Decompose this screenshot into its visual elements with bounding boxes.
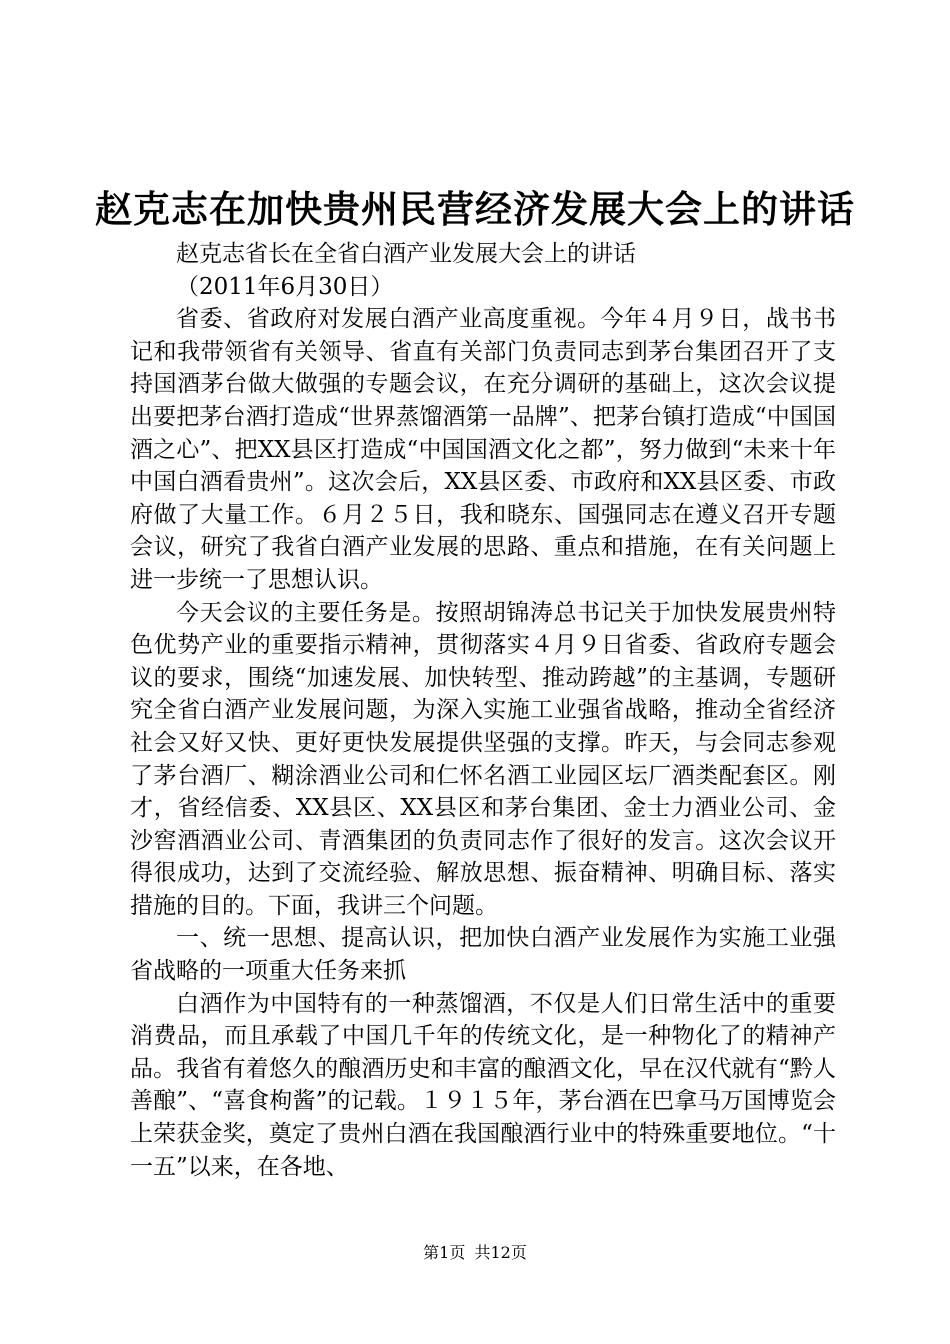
page-total: 共12页 [474, 1243, 527, 1262]
date-line: （2011年6月30日） [176, 273, 394, 300]
body-paragraph: 白酒作为中国特有的一种蒸馏酒，不仅是人们日常生活中的重要消费品，而且承载了中国几千年的传统文化，是一种物化了的精神产品。我省有着悠久的酿酒历史和丰富的酿酒文化，早在汉代就有“黔人善酿”、“喜食枸酱”的记载。１９１５年，茅台酒在巴拿马万国博览会上荣获金奖，奠定了贵州白酒在我国酿酒行业中的特殊重要地位。“十一五”以来，在各地、 [130, 990, 836, 1180]
body-paragraph: 省委、省政府对发展白酒产业高度重视。今年４月９日，战书书记和我带领省有关领导、省直有关部门负责同志到茅台集团召开了支持国酒茅台做大做强的专题会议，在充分调研的基础上，这次会议提出要把茅台酒打造成“世界蒸馏酒第一品牌”、把茅台镇打造成“中国国酒之心”、把XX县区打造成“中国国酒文化之都”，努力做到“未来十年中国白酒看贵州”。这次会后，XX县区委、市政府和XX县区委、市政府做了大量工作。６月２５日，我和晓东、国强同志在遵义召开专题会议，研究了我省白酒产业发展的思路、重点和措施，在有关问题上进一步统一了思想认识。 [130, 306, 836, 593]
page-number: 第1页 [423, 1243, 466, 1262]
document-body [130, 238, 836, 1183]
document-title: 赵克志在加快贵州民营经济发展大会上的讲话 [95, 187, 855, 231]
page-footer [0, 1242, 950, 1264]
body-paragraph: 今天会议的主要任务是。按照胡锦涛总书记关于加快发展贵州特色优势产业的重要指示精神，贯彻落实４月９日省委、省政府专题会议的要求，围绕“加速发展、加快转型、推动跨越”的主基调，专题研究全省白酒产业发展问题，为深入实施工业强省战略，推动全省经济社会又好又快、更好更快发展提供坚强的支撑。昨天，与会同志参观了茅台酒厂、糊涂酒业公司和仁怀名酒工业园区坛厂酒类配套区。刚才，省经信委、XX县区、XX县区和茅台集团、金士力酒业公司、金沙窖酒酒业公司、青酒集团的负责同志作了很好的发言。这次会议开得很成功，达到了交流经验、解放思想、振奋精神、明确目标、落实措施的目的。下面，我讲三个问题。 [130, 599, 836, 919]
section-heading: 一、统一思想、提高认识，把加快白酒产业发展作为实施工业强省战略的一项重大任务来抓 [130, 925, 836, 985]
subtitle: 赵克志省长在全省白酒产业发展大会上的讲话 [176, 241, 636, 267]
